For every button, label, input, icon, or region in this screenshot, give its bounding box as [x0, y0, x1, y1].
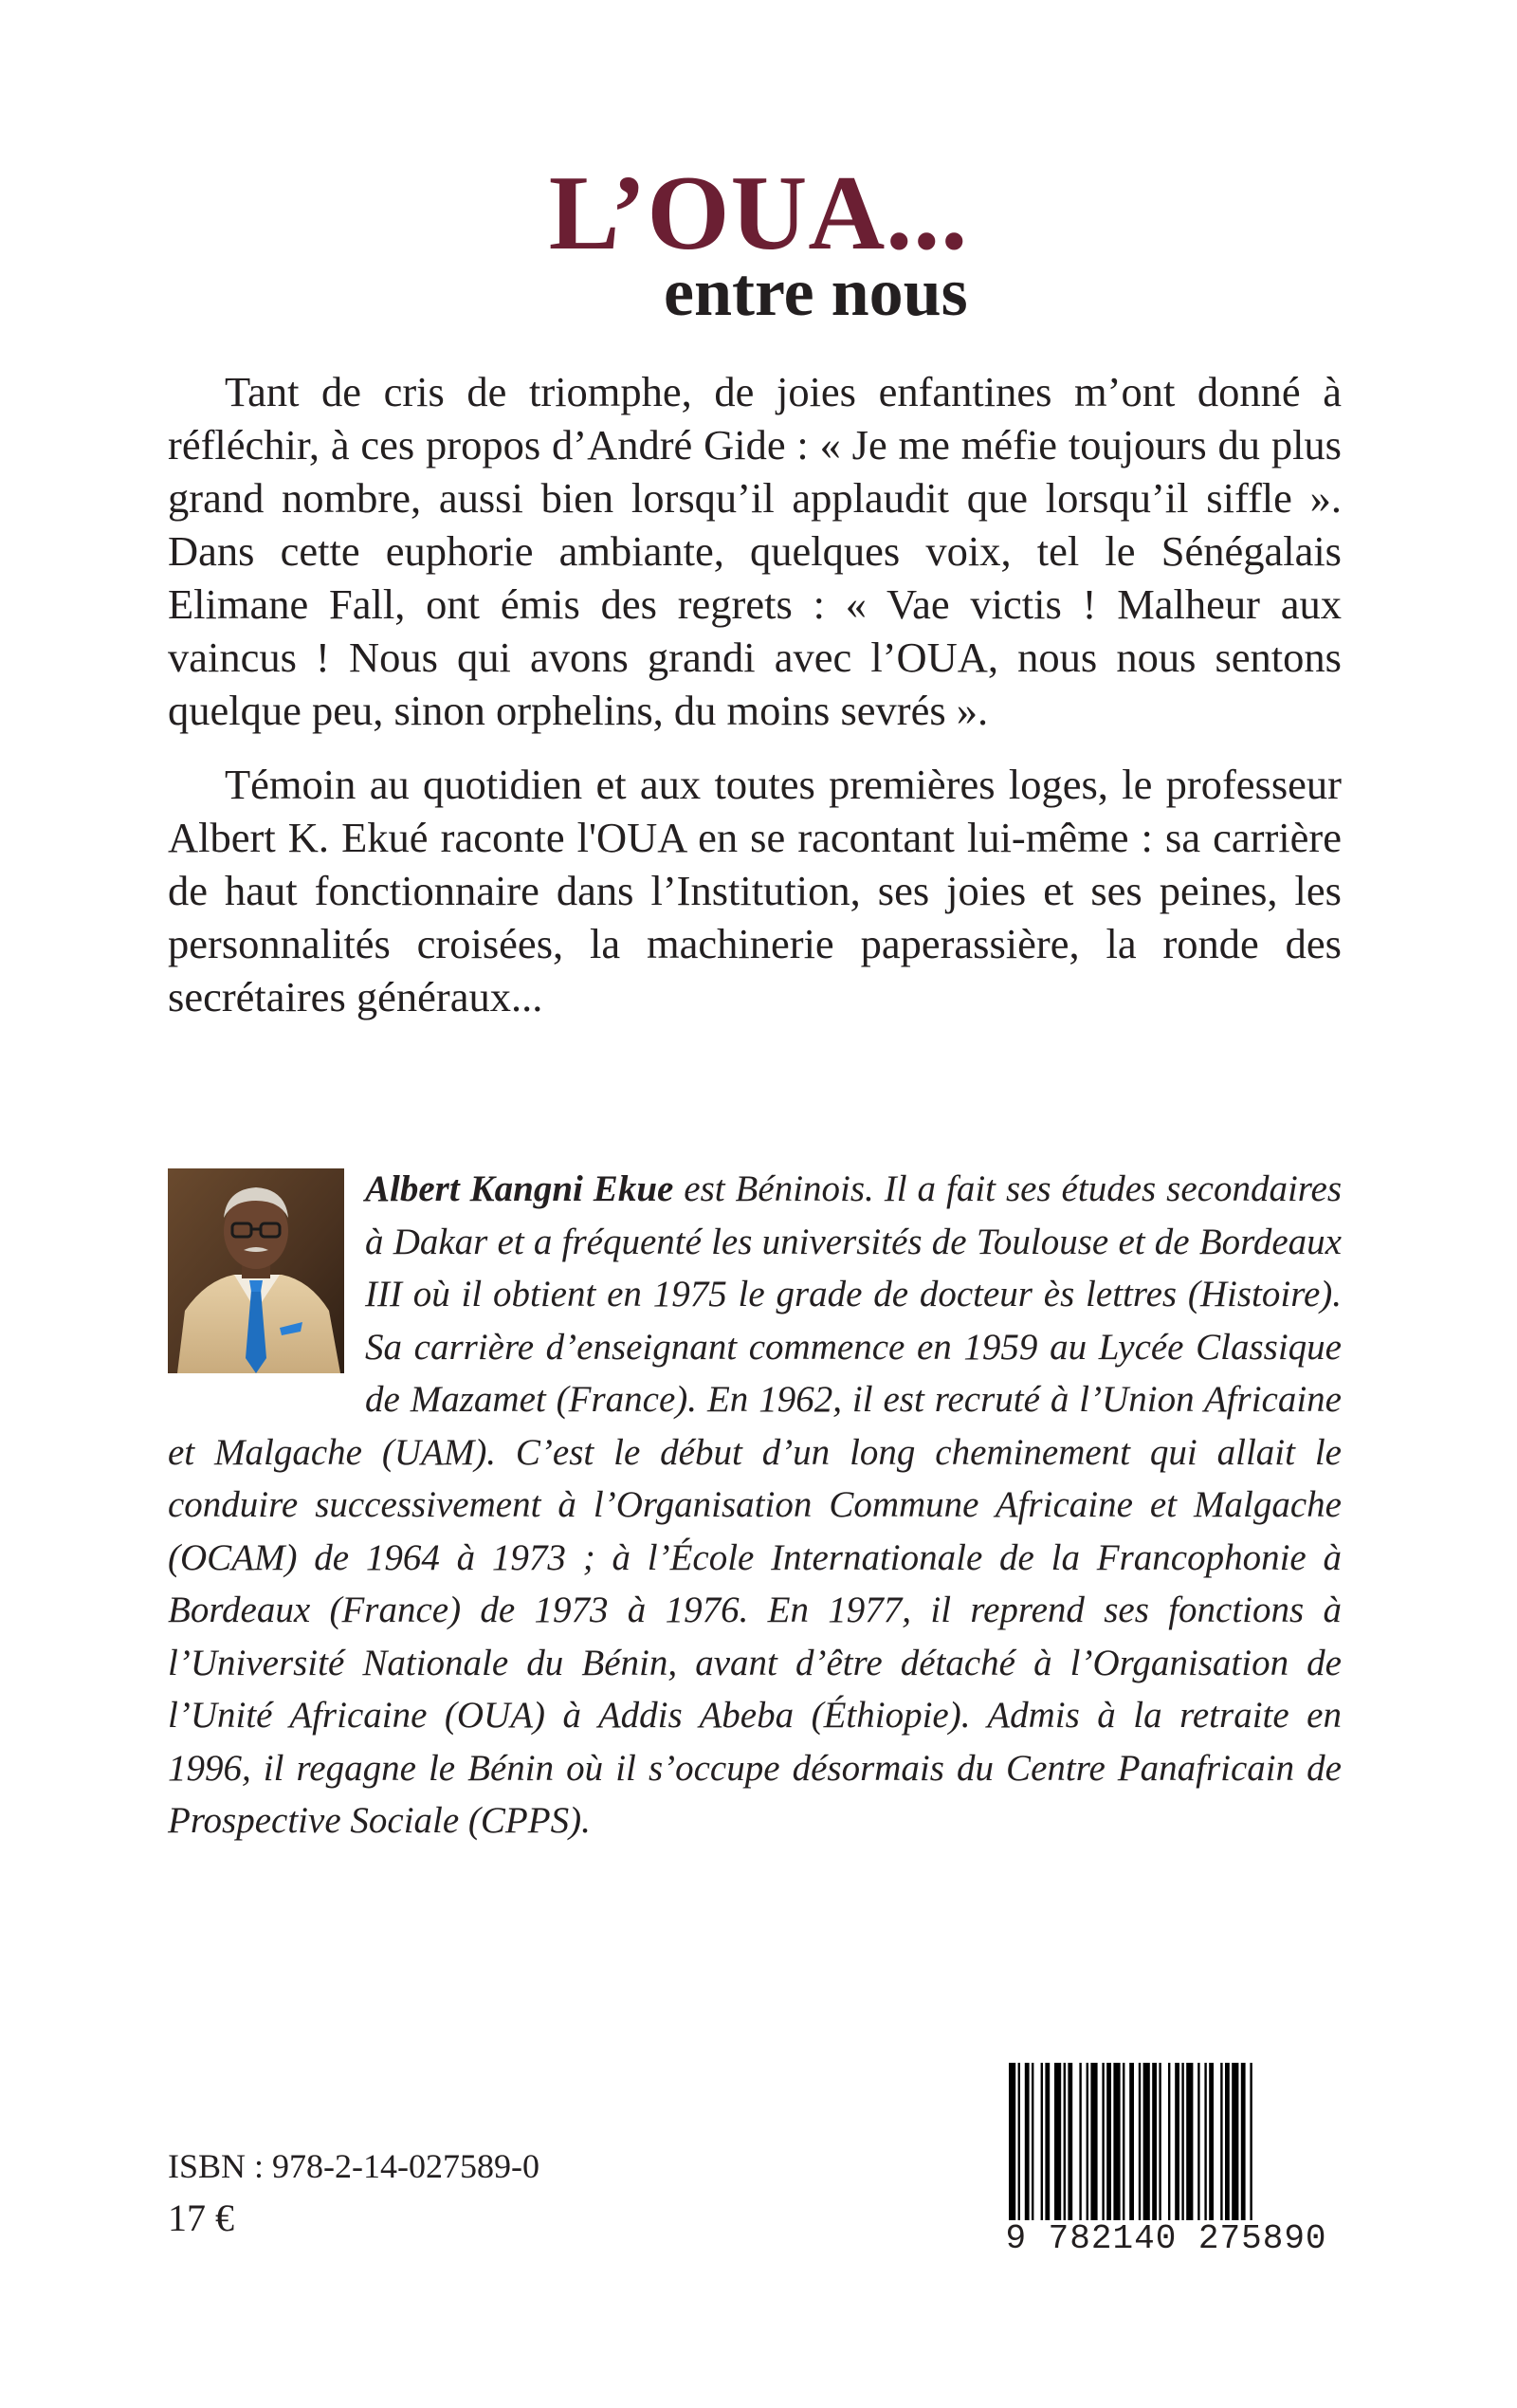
author-name: Albert Kangni Ekue — [365, 1168, 674, 1209]
isbn: ISBN : 978-2-14-027589-0 — [168, 2147, 539, 2185]
barcode-bar — [1186, 2063, 1193, 2226]
blurb-paragraph-2: Témoin au quotidien et aux toutes premières loges, le professeur Albert K. Ekué raconte l'OUA en se racontant lui-même : sa carrière de haut fonctionnaire dans l’Institution, ses joies et ses peines, les personnalités croisées, la machinerie paperassière, la ronde des secrétaires généraux... — [168, 761, 1342, 1020]
barcode-bar — [1209, 2063, 1214, 2226]
barcode-bar — [1175, 2063, 1179, 2226]
barcode-bar — [1045, 2063, 1050, 2226]
barcode-bar — [1123, 2063, 1124, 2226]
blurb-paragraph-1: Tant de cris de triomphe, de joies enfantines m’ont donné à réfléchir, à ces propos d’André Gide : « Je me méfie toujours du plus grand nombre, aussi bien lorsqu’il applaudit que lorsqu’il siffle ». Dans cette euphorie ambiante, quelques voix, tel le Sénégalais Elimane Fall, ont émis des regrets : « Vae victis ! Malheur aux vaincus ! Nous qui avons grandi avec l’OUA, nous nous sentons quelque peu, sinon orphelins, du moins sevrés ». — [168, 368, 1342, 734]
book-subtitle: entre nous — [664, 254, 968, 330]
barcode-bar — [1025, 2063, 1030, 2226]
barcode-bar — [1250, 2063, 1252, 2226]
barcode-bar — [1087, 2063, 1088, 2226]
barcode-bar — [1159, 2063, 1161, 2226]
barcode-bar — [1032, 2063, 1033, 2226]
barcode-bar — [1241, 2063, 1246, 2226]
barcode-bar — [1018, 2063, 1020, 2226]
barcode-bar — [1204, 2063, 1206, 2226]
barcode-bar — [1106, 2063, 1111, 2226]
book-title: L’OUA... — [548, 155, 969, 272]
barcode-bar — [1113, 2063, 1120, 2226]
barcode-bar — [1068, 2063, 1072, 2226]
barcode-bar — [1225, 2063, 1230, 2226]
barcode-bar — [1079, 2063, 1081, 2226]
barcode-bar — [1041, 2063, 1043, 2226]
author-portrait — [168, 1168, 344, 1373]
blurb — [168, 365, 1342, 1044]
barcode-bar — [1090, 2063, 1097, 2226]
barcode-bar — [1232, 2063, 1238, 2226]
barcode-bar — [1129, 2063, 1134, 2226]
barcode-bar — [1152, 2063, 1157, 2226]
author-section — [168, 1163, 1342, 1847]
barcode-bar — [1197, 2063, 1199, 2226]
author-photo-image — [168, 1168, 344, 1373]
barcode-bar — [1220, 2063, 1222, 2226]
barcode-bar — [1064, 2063, 1066, 2226]
barcode-bar — [1102, 2063, 1104, 2226]
price: 17 € — [168, 2197, 234, 2239]
author-bio-text: est Béninois. Il a fait ses études secondaires à Dakar et a fréquenté les universités de Toulouse et de Bordeaux III où il obtient en 1975 le grade de docteur ès lettres (Histoire). Sa carrière d’enseignant commence en 1959 au Lycée Classique de Mazamet (France). En 1962, il est recruté à l’Union Africaine et Malgache (UAM). C’est le début d’un long cheminement qui allait le conduire successivement à l’Organisation Commune Africaine et Malgache (OCAM) de 1964 à 1973 ; à l’École Internationale de la Francophonie à Bordeaux (France) de 1973 à 1976. En 1977, il reprend ses fonctions à l’Université Nationale du Bénin, avant d’être détaché à l’Organisation de l’Unité Africaine (OUA) à Addis Abeba (Éthiopie). Admis à la retraite en 1996, il regagne le Bénin où il s’occupe désormais du Centre Panafricain de Prospective Sociale (CPPS). — [168, 1168, 1342, 1841]
barcode-bar — [1143, 2063, 1150, 2226]
barcode — [996, 2063, 1337, 2262]
barcode-bar — [1139, 2063, 1141, 2226]
barcode-bar — [1054, 2063, 1061, 2226]
barcode-bar — [1009, 2063, 1015, 2226]
barcode-bar — [1168, 2063, 1170, 2226]
barcode-bars — [996, 2063, 1337, 2226]
barcode-bar — [1181, 2063, 1183, 2226]
barcode-digits: 9 782140 275890 — [996, 2220, 1337, 2258]
